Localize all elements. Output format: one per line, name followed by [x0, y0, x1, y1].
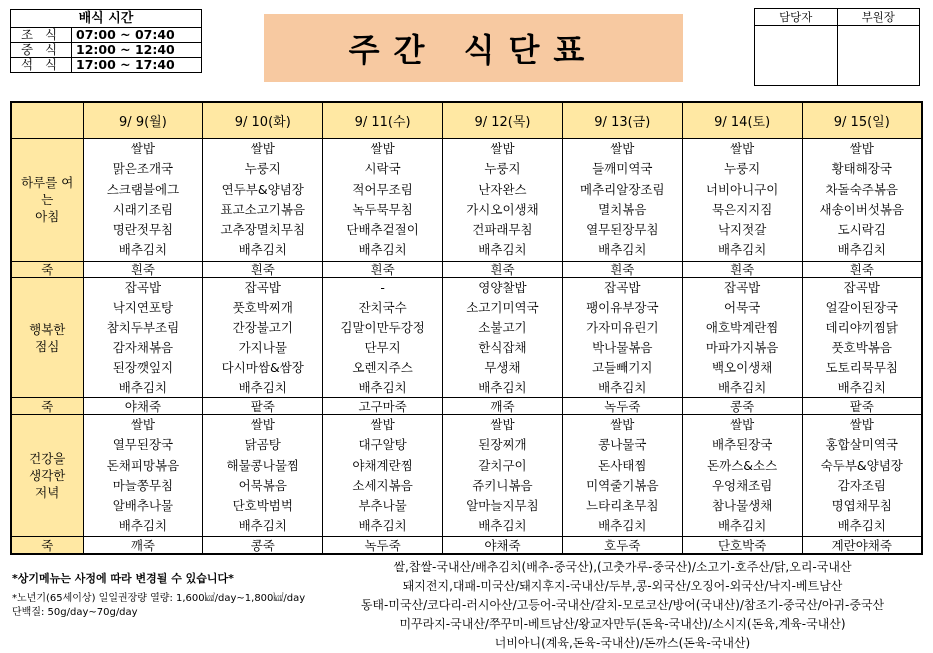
dish-list — [803, 415, 921, 537]
dish: 배추김치 — [358, 242, 407, 258]
porridge-label: 죽 — [11, 537, 83, 554]
breakfast-time: 07:00 ~ 07:40 — [72, 28, 202, 43]
porridge-cell: 깨죽 — [83, 537, 203, 554]
dish: 마파가지볶음 — [705, 339, 779, 355]
dish: 가지나물 — [238, 339, 287, 355]
dish: 감자채볶음 — [112, 339, 174, 355]
dish: 쌀밥 — [849, 417, 874, 433]
porridge-cell: 흰죽 — [802, 261, 922, 277]
dinner-time: 17:00 ~ 17:40 — [72, 58, 202, 73]
dish: 낙지연포탕 — [112, 299, 174, 315]
dish: 소세지볶음 — [352, 477, 413, 493]
dish: 낙지젓갈 — [717, 222, 767, 238]
menu-cell — [682, 414, 802, 537]
dish: 어묵국 — [724, 299, 761, 315]
menu-cell — [443, 278, 563, 398]
dish: 쌀밥 — [130, 417, 155, 433]
dish: 멸치볶음 — [598, 201, 647, 217]
porridge-cell: 흰죽 — [443, 261, 563, 277]
dish: 참나물생채 — [711, 498, 773, 514]
dish: 쌀밥 — [730, 417, 755, 433]
dish: 잡곡밥 — [244, 279, 281, 295]
dish: 명란젓무침 — [112, 222, 174, 238]
menu-cell — [562, 278, 682, 398]
menu-cell — [443, 414, 563, 537]
dish: 스크램블에그 — [106, 181, 180, 197]
porridge-row — [11, 261, 922, 277]
dish: 숙두부&양념장 — [820, 457, 903, 473]
day-header: 9/ 15(일) — [802, 102, 922, 139]
approval-box — [754, 8, 920, 86]
dish-list — [563, 278, 682, 397]
dish: 돈사태찜 — [598, 457, 647, 473]
porridge-label: 죽 — [11, 261, 83, 277]
origin-line: 돼지전지,대패-미국산/돼지후지-국내산/두부,콩-외국산/오징어-외국산/낙지-베트남산 — [402, 579, 843, 593]
dish: 부추나물 — [358, 498, 407, 514]
dish-list — [443, 139, 562, 261]
dish: 들깨미역국 — [592, 161, 653, 177]
dish: 열무된장무침 — [586, 222, 659, 238]
dish-list — [84, 278, 203, 397]
dish: 다시마쌈&쌈장 — [221, 359, 304, 375]
dish-list — [683, 415, 802, 537]
dish: 배추김치 — [238, 379, 287, 395]
origin-line: 너비아니(계육,돈육-국내산)/돈까스(돈육-국내산) — [494, 636, 751, 650]
menu-cell — [203, 139, 323, 262]
meal-row — [11, 278, 922, 398]
approval-director-sign-area — [837, 26, 920, 86]
meal-row — [11, 139, 922, 262]
meal-label-line: 하루를 여 — [21, 175, 74, 191]
dish: 배추김치 — [598, 379, 647, 395]
dish-list — [203, 139, 322, 261]
dish: 어묵볶음 — [238, 477, 287, 493]
porridge-cell: 콩죽 — [203, 537, 323, 554]
dish: 배추김치 — [118, 379, 168, 395]
porridge-row — [11, 398, 922, 414]
porridge-row — [11, 537, 922, 554]
day-header: 9/ 13(금) — [562, 102, 682, 139]
energy-recommendation: *노년기(65세이상) 일일권장량 열량: 1,600㎉/day~1,800㎉/day — [12, 593, 306, 604]
approval-director-label: 부원장 — [837, 9, 920, 26]
dish: 미역줄기볶음 — [586, 477, 659, 493]
day-header: 9/ 11(수) — [323, 102, 443, 139]
porridge-cell: 야채죽 — [443, 537, 563, 554]
dish: 배추김치 — [717, 379, 767, 395]
dish: 갈치구이 — [478, 457, 527, 473]
corner-cell — [11, 102, 83, 139]
porridge-cell: 흰죽 — [203, 261, 323, 277]
dish: 차돌숙주볶음 — [825, 181, 898, 197]
dish: 배추김치 — [478, 242, 527, 258]
menu-cell — [562, 414, 682, 537]
menu-cell — [83, 414, 203, 537]
porridge-cell: 팥죽 — [802, 398, 922, 414]
dish: 배추김치 — [118, 518, 168, 534]
dish: 알마늘지무침 — [466, 498, 539, 514]
approval-manager-sign-area — [755, 26, 838, 86]
origin-line: 동태-미국산/코다리-러시아산/고등어-국내산/갈치-모로코산/방어(국내산)/참조기-중국산/아귀-중국산 — [360, 598, 885, 612]
dish: 배추김치 — [358, 518, 407, 534]
dish: 배추김치 — [478, 379, 527, 395]
dish: 간장불고기 — [232, 319, 293, 335]
dish-list — [84, 139, 203, 261]
day-header: 9/ 12(목) — [443, 102, 563, 139]
dish: 풋호박볶음 — [831, 339, 892, 355]
dish: 배추김치 — [717, 518, 767, 534]
dish: 배추김치 — [837, 379, 886, 395]
dish: 표고소고기볶음 — [220, 201, 306, 217]
dish: 소고기미역국 — [466, 299, 539, 315]
dish: 새송이버섯볶음 — [819, 201, 905, 217]
dish: 너비아니구이 — [705, 181, 779, 197]
dish: 한식잡채 — [478, 339, 527, 355]
dish: 건파래무침 — [472, 222, 533, 238]
dish: 황태해장국 — [831, 161, 892, 177]
dish: 잡곡밥 — [604, 279, 641, 295]
menu-cell — [802, 139, 922, 262]
origin-info — [320, 558, 925, 653]
dish: 배추김치 — [478, 518, 527, 534]
dish: 된장깻잎지 — [112, 359, 174, 375]
menu-cell — [203, 278, 323, 398]
dish: 참치두부조림 — [106, 319, 180, 335]
dish: 얼갈이된장국 — [825, 299, 898, 315]
dish: 쌀밥 — [610, 141, 635, 157]
meal-label-line: 저녁 — [35, 485, 60, 501]
meal-label — [11, 278, 83, 398]
dish: 잔치국수 — [358, 299, 407, 315]
porridge-cell: 콩죽 — [682, 398, 802, 414]
dish: 마늘쫑무침 — [112, 477, 174, 493]
dish: 배추김치 — [598, 518, 647, 534]
dish: 누룽지 — [724, 161, 761, 177]
dish: 쌀밥 — [490, 141, 515, 157]
porridge-cell: 야채죽 — [83, 398, 203, 414]
dish: 시래기조림 — [112, 201, 174, 217]
weekly-menu-table — [10, 101, 923, 555]
day-header: 9/ 14(토) — [682, 102, 802, 139]
dish: 팽이유부장국 — [586, 299, 659, 315]
dish: 우엉채조림 — [711, 477, 773, 493]
lunch-label: 중 식 — [11, 43, 72, 58]
dish: 적어무조림 — [352, 181, 413, 197]
dish: 배추김치 — [118, 242, 168, 258]
dish: 쌀밥 — [370, 417, 395, 433]
dish-list — [84, 415, 203, 537]
porridge-cell: 흰죽 — [323, 261, 443, 277]
menu-cell — [443, 139, 563, 262]
menu-cell — [323, 414, 443, 537]
menu-cell — [203, 414, 323, 537]
meal-label-line: 점심 — [35, 338, 60, 354]
porridge-cell: 호두죽 — [562, 537, 682, 554]
dinner-label: 석 식 — [11, 58, 72, 73]
page-title: 주간 식단표 — [264, 14, 683, 82]
dish: 영양찰밥 — [478, 279, 527, 295]
dish: 잡곡밥 — [843, 279, 880, 295]
dish: 메추리알장조림 — [580, 181, 665, 197]
dish: 연두부&양념장 — [221, 181, 304, 197]
dish: 쌀밥 — [370, 141, 395, 157]
dish-list — [323, 278, 442, 397]
dish: 누룽지 — [484, 161, 521, 177]
dish: 도토리묵무침 — [825, 359, 898, 375]
porridge-cell: 팥죽 — [203, 398, 323, 414]
porridge-cell: 단호박죽 — [682, 537, 802, 554]
dish: 박나물볶음 — [592, 339, 653, 355]
dish: 배추김치 — [598, 242, 647, 258]
dish: 백오이생채 — [711, 359, 773, 375]
dish: 난자완스 — [478, 181, 527, 197]
meal-label — [11, 139, 83, 262]
dish: 김말이만두강정 — [340, 319, 425, 335]
dish: 무생채 — [484, 359, 521, 375]
dish: 오렌지주스 — [352, 359, 413, 375]
dish-list — [323, 139, 442, 261]
day-header-row — [11, 102, 922, 139]
dish-list — [683, 139, 802, 261]
dish: 쌀밥 — [610, 417, 635, 433]
dish: 쌀밥 — [250, 141, 275, 157]
meal-row — [11, 414, 922, 537]
dish: 녹두묵무침 — [352, 201, 413, 217]
dish-list — [563, 415, 682, 537]
menu-cell — [83, 139, 203, 262]
dish: 애호박계란찜 — [705, 319, 779, 335]
dish: 배추된장국 — [711, 437, 773, 453]
dish: 쌀밥 — [130, 141, 155, 157]
approval-manager-label: 담당자 — [755, 9, 838, 26]
porridge-label: 죽 — [11, 398, 83, 414]
porridge-cell: 흰죽 — [682, 261, 802, 277]
breakfast-label: 조 식 — [11, 28, 72, 43]
dish: 느타리초무침 — [586, 498, 659, 514]
menu-cell — [323, 139, 443, 262]
dish: 돈까스&소스 — [707, 457, 778, 473]
notes — [12, 572, 305, 620]
menu-cell — [562, 139, 682, 262]
dish: 데리야끼찜닭 — [825, 319, 898, 335]
serving-time-title: 배식 시간 — [11, 10, 202, 28]
dish: 고추장멸치무침 — [220, 222, 306, 238]
meal-label-line: 생각한 — [29, 468, 66, 484]
dish: 고들빼기지 — [592, 359, 653, 375]
dish: - — [380, 279, 385, 295]
dish: 배추김치 — [238, 518, 287, 534]
dish: 쌀밥 — [849, 141, 874, 157]
dish: 단호박범벅 — [232, 498, 293, 514]
meal-label-line: 행복한 — [29, 321, 66, 337]
dish: 가자미유린기 — [586, 319, 659, 335]
porridge-cell: 녹두죽 — [562, 398, 682, 414]
dish: 시락국 — [364, 161, 401, 177]
dish: 된장찌개 — [478, 437, 527, 453]
porridge-cell: 고구마죽 — [323, 398, 443, 414]
dish: 쌀밥 — [250, 417, 275, 433]
dish-list — [203, 278, 322, 397]
dish: 쥬키니볶음 — [472, 477, 533, 493]
dish: 풋호박찌개 — [232, 299, 293, 315]
dish: 도시락김 — [837, 222, 886, 238]
day-header: 9/ 9(월) — [83, 102, 203, 139]
dish: 야채계란찜 — [352, 457, 413, 473]
menu-cell — [83, 278, 203, 398]
day-header: 9/ 10(화) — [203, 102, 323, 139]
dish: 누룽지 — [244, 161, 281, 177]
dish: 쌀밥 — [730, 141, 755, 157]
menu-cell — [323, 278, 443, 398]
dish: 해물콩나물찜 — [226, 457, 299, 473]
meal-label-line: 아침 — [35, 209, 60, 225]
dish: 묵은지지짐 — [711, 201, 773, 217]
dish: 감자조림 — [837, 477, 886, 493]
dish-list — [683, 278, 802, 397]
dish-list — [443, 415, 562, 537]
protein-recommendation: 단백질: 50g/day~70g/day — [12, 607, 138, 618]
dish: 돈채피망볶음 — [106, 457, 180, 473]
porridge-cell: 계란야채죽 — [802, 537, 922, 554]
dish: 배추김치 — [358, 379, 407, 395]
origin-line: 미꾸라지-국내산/쭈꾸미-베트남산/왕교자만두(돈육-국내산)/소시지(돈육,계육-국내산) — [399, 617, 846, 631]
porridge-cell: 녹두죽 — [323, 537, 443, 554]
porridge-cell: 흰죽 — [562, 261, 682, 277]
meal-label — [11, 414, 83, 537]
dish: 열무된장국 — [112, 437, 174, 453]
lunch-time: 12:00 ~ 12:40 — [72, 43, 202, 58]
dish-list — [803, 139, 921, 261]
dish-list — [443, 278, 562, 397]
dish: 배추김치 — [837, 518, 886, 534]
dish-list — [203, 415, 322, 537]
porridge-cell: 깨죽 — [443, 398, 563, 414]
dish-list — [803, 278, 921, 397]
dish: 가시오이생채 — [466, 201, 539, 217]
dish: 닭곰탕 — [244, 437, 281, 453]
dish: 배추김치 — [238, 242, 287, 258]
serving-time-table — [10, 9, 202, 73]
meal-label-line: 는 — [41, 192, 54, 208]
dish: 맑은조개국 — [112, 161, 174, 177]
dish: 배추김치 — [837, 242, 886, 258]
dish: 콩나물국 — [598, 437, 647, 453]
dish: 배추김치 — [717, 242, 767, 258]
dish: 홍합살미역국 — [825, 437, 898, 453]
porridge-cell: 흰죽 — [83, 261, 203, 277]
dish-list — [323, 415, 442, 537]
origin-line: 쌀,찹쌀-국내산/배추김치(배추-중국산),(고춧가루-중국산)/소고기-호주산/닭,오리-국내산 — [393, 560, 852, 574]
dish: 쌀밥 — [490, 417, 515, 433]
dish: 단배추겉절이 — [346, 222, 419, 238]
dish: 단무지 — [364, 339, 401, 355]
dish: 잡곡밥 — [124, 279, 162, 295]
dish: 대구알탕 — [358, 437, 407, 453]
dish: 알배추나물 — [112, 498, 174, 514]
dish: 잡곡밥 — [724, 279, 761, 295]
menu-cell — [802, 278, 922, 398]
dish: 소불고기 — [478, 319, 527, 335]
menu-cell — [682, 278, 802, 398]
meal-label-line: 건강을 — [29, 451, 66, 467]
change-notice: *상기메뉴는 사정에 따라 변경될 수 있습니다* — [12, 572, 234, 585]
menu-cell — [682, 139, 802, 262]
menu-cell — [802, 414, 922, 537]
dish: 명엽채무침 — [831, 498, 892, 514]
dish-list — [563, 139, 682, 261]
